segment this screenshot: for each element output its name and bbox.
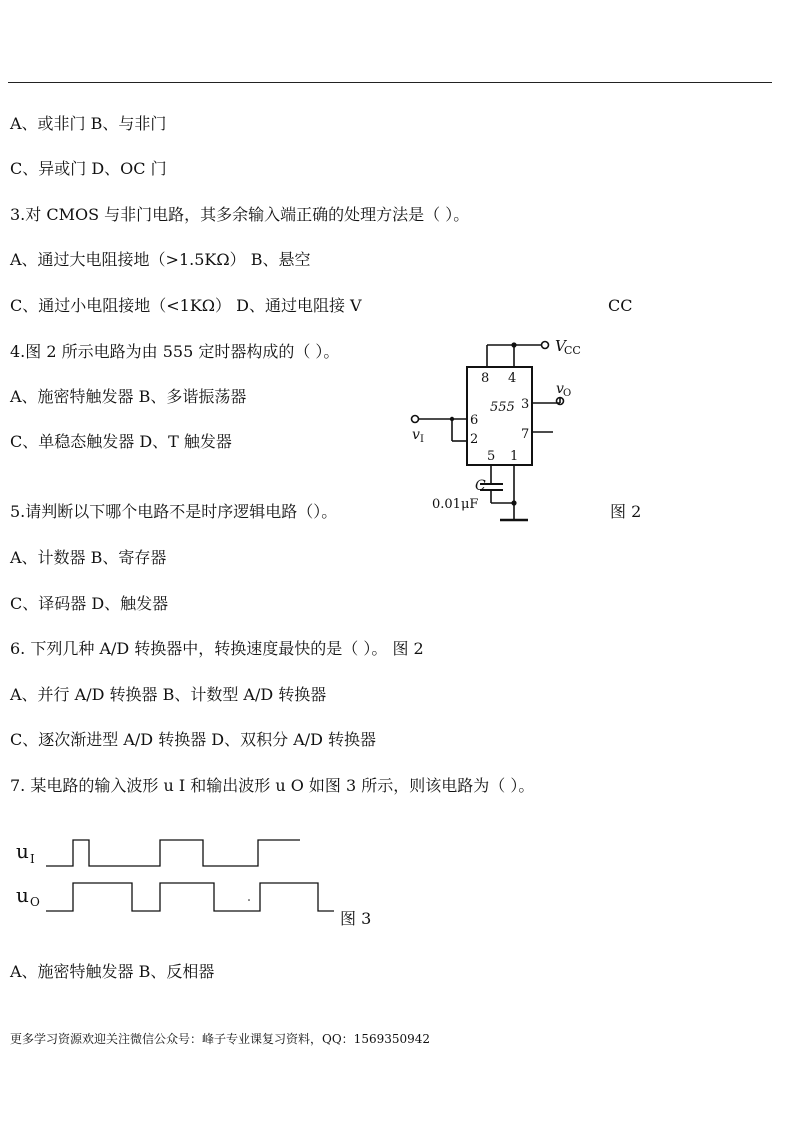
vi-label: v <box>412 427 420 443</box>
vcc-label: V <box>555 337 566 355</box>
pin-7-label: 7 <box>521 427 530 442</box>
question-6: 6. 下列几种 A/D 转换器中，转换速度最快的是（ ）。 图 2 <box>10 639 424 658</box>
pin-4-label: 4 <box>508 371 517 386</box>
figure-2-caption: 图 2 <box>610 502 642 521</box>
capacitor-label: C <box>475 478 486 494</box>
option-line-q6-ab: A、并行 A/D 转换器 B、计数型 A/D 转换器 <box>10 685 327 704</box>
option-line-q7-ab: A、施密特触发器 B、反相器 <box>10 962 215 981</box>
option-line-q5-cd: C、译码器 D、触发器 <box>10 594 169 613</box>
question-3: 3.对 CMOS 与非门电路，其多余输入端正确的处理方法是（ ）。 <box>10 205 470 224</box>
pin-3-label: 3 <box>521 397 530 412</box>
question-4: 4.图 2 所示电路为由 555 定时器构成的（ ）。 <box>10 342 340 361</box>
pin-1-label: 1 <box>510 449 519 464</box>
option-line-q3-cd: C、通过小电阻接地（<1KΩ） D、通过电阻接 V <box>10 296 362 315</box>
pin-6-label: 6 <box>470 413 479 428</box>
option-line-q3-ab: A、通过大电阻接地（>1.5KΩ） B、悬空 <box>10 250 311 269</box>
footer-note: 更多学习资源欢迎关注微信公众号：峰子专业课复习资料，QQ：1569350942 <box>10 1032 431 1046</box>
pin-2-label: 2 <box>470 432 479 447</box>
vo-sub: O <box>563 388 572 399</box>
vi-sub: I <box>420 434 424 445</box>
figure-3-caption: 图 3 <box>340 909 372 928</box>
option-line-q4-cd: C、单稳态触发器 D、T 触发器 <box>10 432 232 451</box>
pin-8-label: 8 <box>481 371 490 386</box>
ui-label: u <box>16 839 29 863</box>
chip-555-label: 555 <box>490 400 515 415</box>
ui-sub: I <box>30 852 35 866</box>
uo-label: u <box>16 883 29 907</box>
pin-5-label: 5 <box>487 449 496 464</box>
vcc-subscript-text: CC <box>608 296 633 315</box>
question-7: 7. 某电路的输入波形 u I 和输出波形 u O 如图 3 所示，则该电路为（ ）。 <box>10 776 535 795</box>
option-line-q2-cd: C、异或门 D、OC 门 <box>10 159 167 178</box>
option-line-q5-ab: A、计数器 B、寄存器 <box>10 548 167 567</box>
question-5: 5.请判断以下哪个电路不是时序逻辑电路（）。 <box>10 502 338 521</box>
option-line-q4-ab: A、施密特触发器 B、多谐振荡器 <box>10 387 247 406</box>
vo-label: v <box>556 381 564 397</box>
vcc-sub: CC <box>564 344 581 357</box>
option-line-q2-ab: A、或非门 B、与非门 <box>10 114 167 133</box>
uo-sub: O <box>30 895 40 909</box>
option-line-q6-cd: C、逐次渐进型 A/D 转换器 D、双积分 A/D 转换器 <box>10 730 377 749</box>
capacitor-value: 0.01μF <box>432 497 479 512</box>
